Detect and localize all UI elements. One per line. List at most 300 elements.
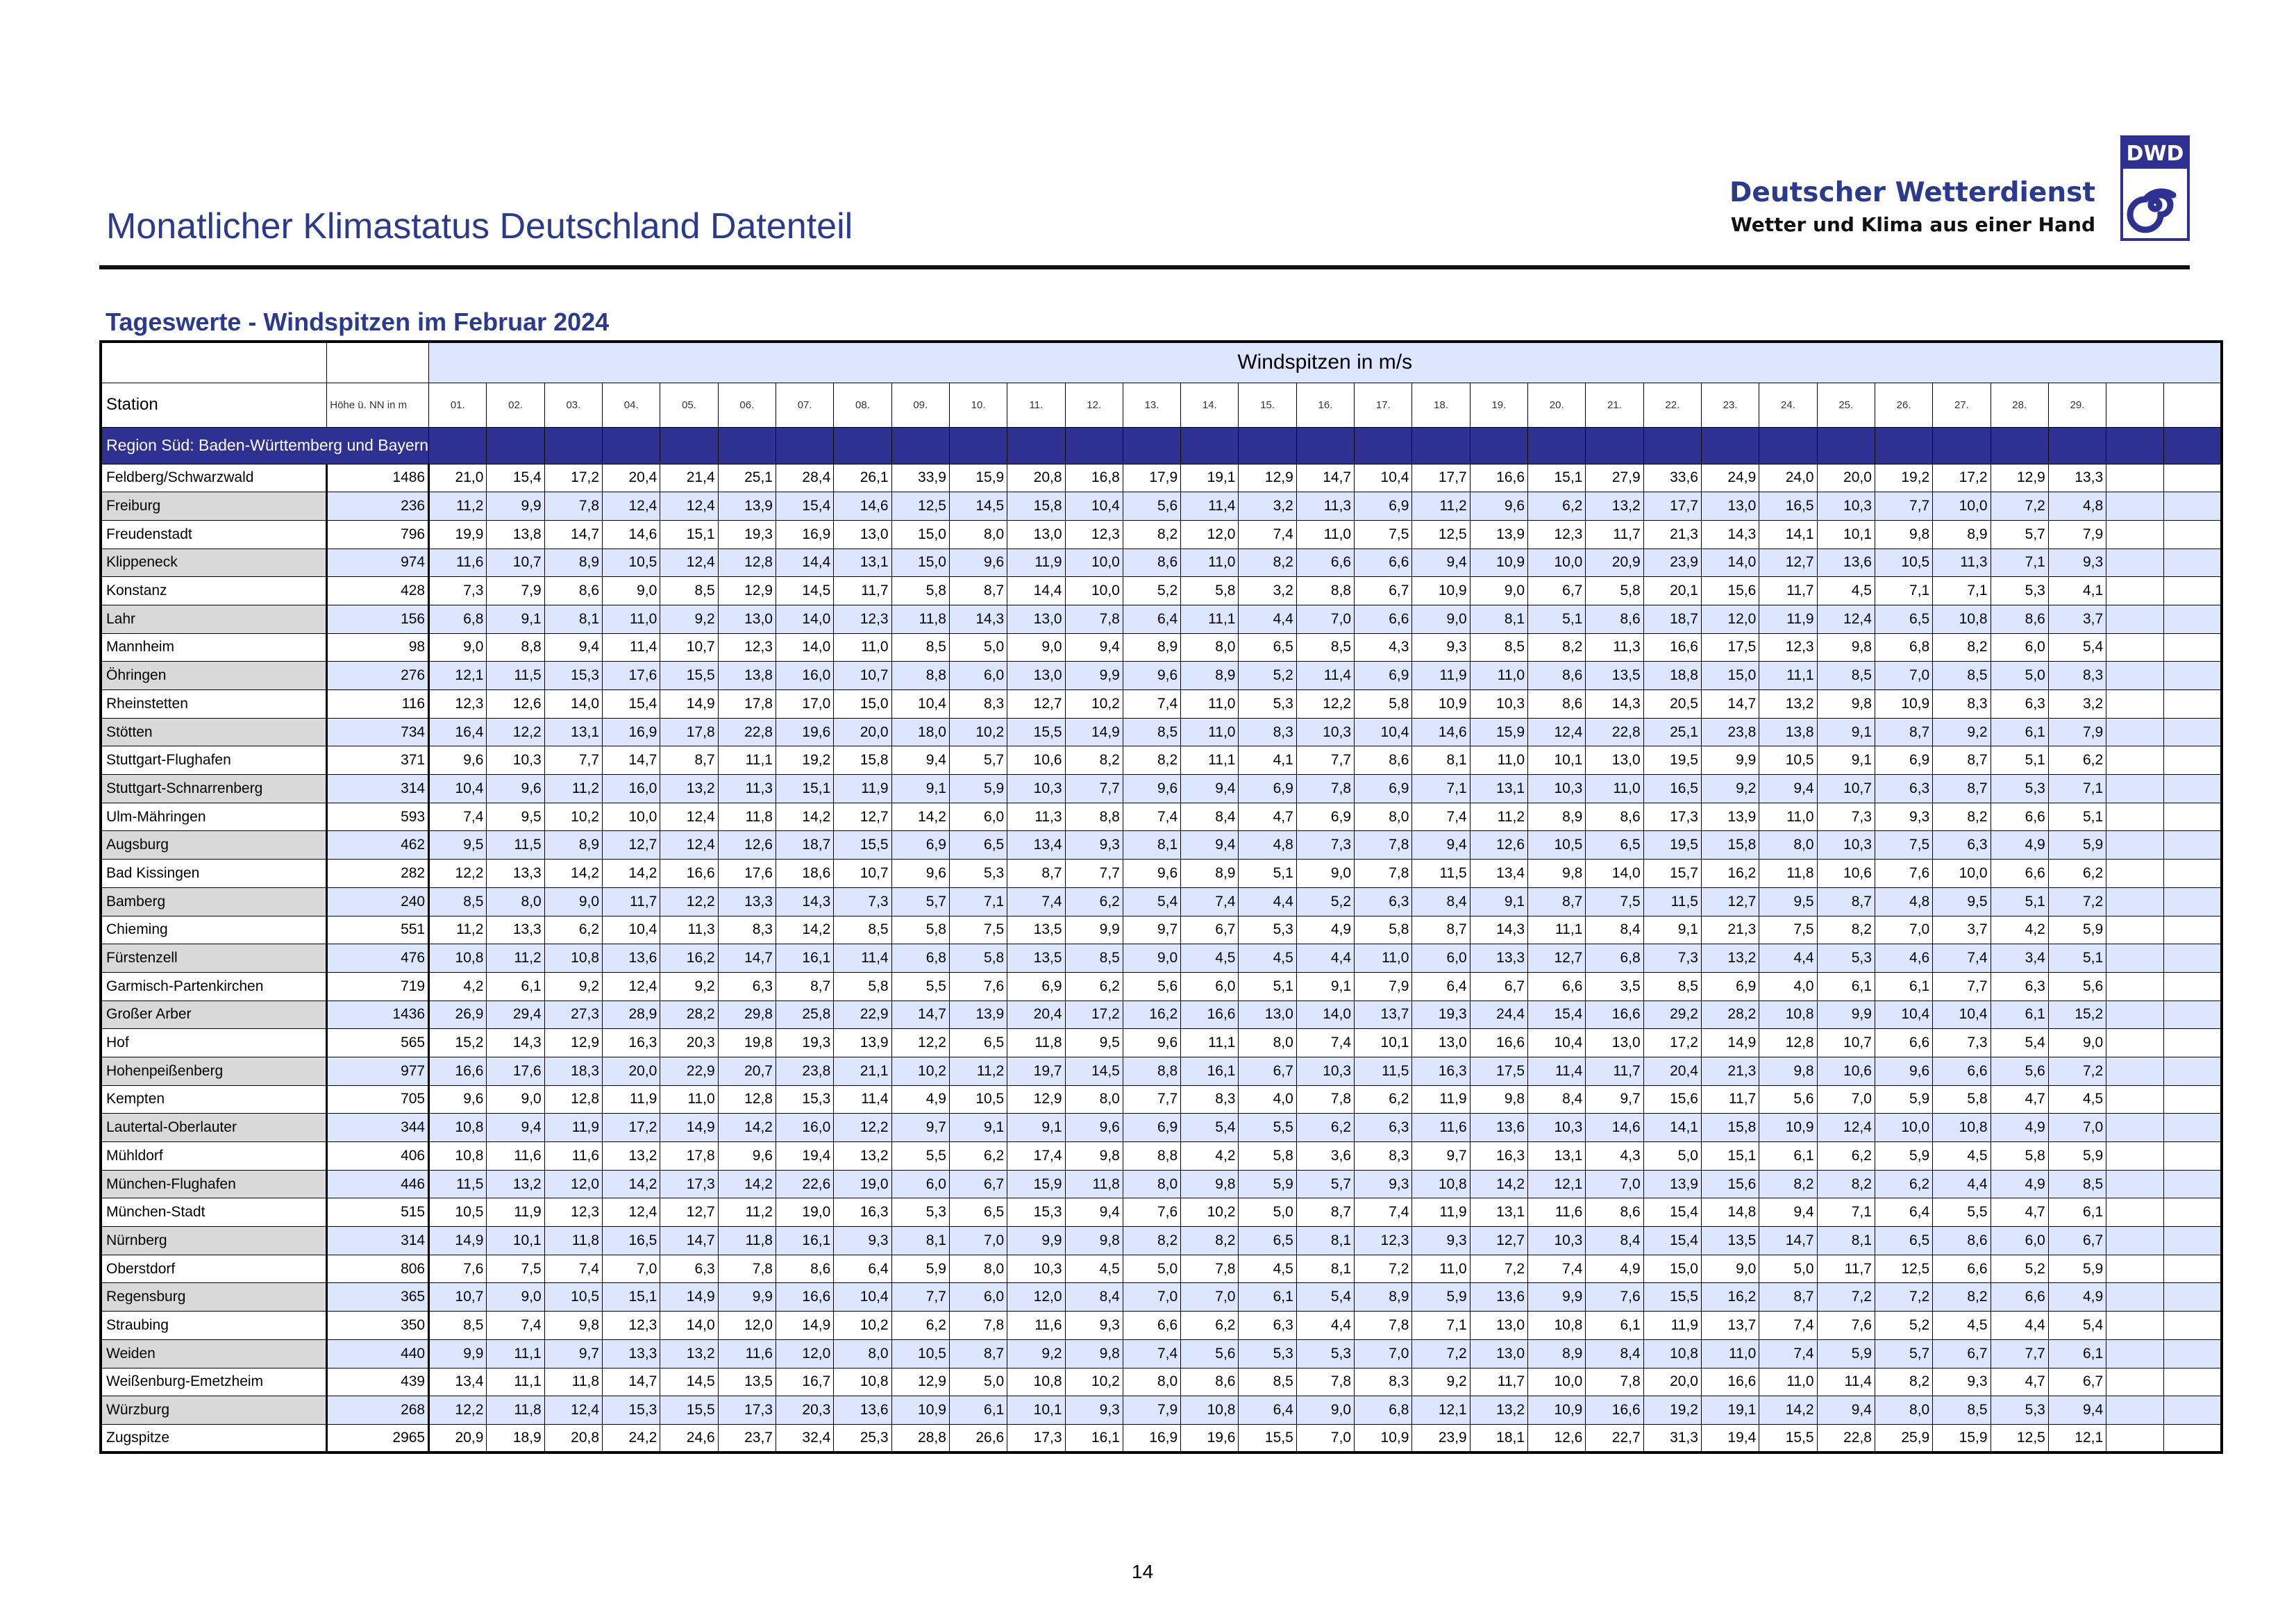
wind-value: 11,0 bbox=[1470, 662, 1527, 690]
wind-value: 12,1 bbox=[429, 662, 487, 690]
wind-value: 13,0 bbox=[718, 605, 776, 633]
wind-value: 19,4 bbox=[1701, 1424, 1759, 1453]
wind-value: 7,1 bbox=[2048, 775, 2106, 803]
wind-value: 20,0 bbox=[834, 718, 891, 746]
wind-value: 13,9 bbox=[949, 1001, 1007, 1029]
station-height: 439 bbox=[327, 1368, 429, 1396]
day-header: 17. bbox=[1355, 383, 1412, 427]
wind-value: 14,2 bbox=[891, 803, 949, 831]
wind-value: 10,4 bbox=[1355, 464, 1412, 492]
wind-value: 6,5 bbox=[1875, 1227, 1932, 1255]
wind-value: 4,2 bbox=[1991, 916, 2048, 944]
wind-value: 14,7 bbox=[603, 1368, 660, 1396]
station-height: 236 bbox=[327, 492, 429, 521]
station-name: Stuttgart-Schnarrenberg bbox=[101, 775, 327, 803]
wind-value: 8,4 bbox=[1586, 916, 1643, 944]
wind-value: 9,0 bbox=[1296, 860, 1354, 888]
wind-value: 9,6 bbox=[949, 549, 1007, 577]
wind-value: 16,6 bbox=[1470, 464, 1527, 492]
wind-value: 21,0 bbox=[429, 464, 487, 492]
wind-value: 12,8 bbox=[718, 1085, 776, 1114]
station-name: Weiden bbox=[101, 1339, 327, 1368]
wind-value: 6,8 bbox=[1586, 944, 1643, 973]
wind-value: 10,2 bbox=[891, 1057, 949, 1085]
wind-value: 8,7 bbox=[1933, 746, 1991, 775]
wind-value: 7,4 bbox=[1528, 1255, 1586, 1283]
region-cell bbox=[1123, 427, 1180, 464]
day-header: 11. bbox=[1007, 383, 1065, 427]
day-header: 10. bbox=[949, 383, 1007, 427]
region-cell bbox=[891, 427, 949, 464]
wind-value: 7,3 bbox=[834, 887, 891, 916]
column-header-row bbox=[101, 383, 2222, 427]
wind-value: 16,6 bbox=[1701, 1368, 1759, 1396]
empty-cell bbox=[2106, 1198, 2164, 1227]
wind-value: 4,9 bbox=[1991, 1114, 2048, 1142]
wind-value: 11,1 bbox=[1528, 916, 1586, 944]
empty-cell bbox=[2106, 605, 2164, 633]
wind-value: 4,0 bbox=[1239, 1085, 1296, 1114]
wind-value: 8,1 bbox=[1296, 1255, 1354, 1283]
dwd-logo-icon bbox=[2120, 135, 2190, 241]
wind-value: 15,0 bbox=[891, 549, 949, 577]
table-row bbox=[101, 1227, 2222, 1255]
wind-value: 15,1 bbox=[603, 1283, 660, 1312]
wind-value: 9,4 bbox=[891, 746, 949, 775]
wind-value: 11,8 bbox=[1759, 860, 1817, 888]
wind-value: 15,0 bbox=[891, 520, 949, 549]
table-row bbox=[101, 1368, 2222, 1396]
wind-value: 13,2 bbox=[1586, 492, 1643, 521]
wind-value: 6,2 bbox=[1817, 1142, 1875, 1171]
wind-value: 7,8 bbox=[1065, 605, 1123, 633]
wind-value: 8,3 bbox=[1355, 1142, 1412, 1171]
wind-value: 7,7 bbox=[1123, 1085, 1180, 1114]
wind-value: 13,7 bbox=[1701, 1312, 1759, 1340]
station-name: Freudenstadt bbox=[101, 520, 327, 549]
wind-value: 7,3 bbox=[1296, 831, 1354, 860]
wind-value: 11,6 bbox=[544, 1142, 602, 1171]
station-height: 240 bbox=[327, 887, 429, 916]
wind-value: 27,3 bbox=[544, 1001, 602, 1029]
station-name: Nürnberg bbox=[101, 1227, 327, 1255]
wind-value: 8,6 bbox=[1586, 1198, 1643, 1227]
wind-value: 8,4 bbox=[1586, 1227, 1643, 1255]
wind-value: 16,7 bbox=[776, 1368, 833, 1396]
wind-value: 9,9 bbox=[1701, 746, 1759, 775]
station-height: 365 bbox=[327, 1283, 429, 1312]
empty-cell bbox=[2164, 1198, 2222, 1227]
wind-value: 11,1 bbox=[718, 746, 776, 775]
wind-value: 7,4 bbox=[429, 803, 487, 831]
wind-value: 5,1 bbox=[1239, 972, 1296, 1001]
wind-value: 8,3 bbox=[949, 690, 1007, 719]
wind-value: 12,2 bbox=[660, 887, 718, 916]
wind-value: 12,2 bbox=[834, 1114, 891, 1142]
wind-value: 12,0 bbox=[1007, 1283, 1065, 1312]
wind-value: 7,2 bbox=[2048, 887, 2106, 916]
wind-value: 9,6 bbox=[1123, 1029, 1180, 1057]
day-header: 06. bbox=[718, 383, 776, 427]
wind-value: 11,5 bbox=[429, 1170, 487, 1198]
empty-cell bbox=[2106, 549, 2164, 577]
wind-value: 16,5 bbox=[1643, 775, 1701, 803]
wind-value: 15,4 bbox=[603, 690, 660, 719]
wind-value: 9,9 bbox=[1065, 662, 1123, 690]
wind-value: 15,5 bbox=[660, 662, 718, 690]
wind-value: 9,2 bbox=[1933, 718, 1991, 746]
wind-value: 11,3 bbox=[1586, 633, 1643, 662]
wind-value: 5,9 bbox=[891, 1255, 949, 1283]
wind-value: 15,1 bbox=[660, 520, 718, 549]
wind-value: 9,6 bbox=[891, 860, 949, 888]
wind-value: 10,0 bbox=[1933, 492, 1991, 521]
brand-name: Deutscher Wetterdienst bbox=[1729, 177, 2095, 208]
wind-value: 12,4 bbox=[1817, 1114, 1875, 1142]
station-height: 282 bbox=[327, 860, 429, 888]
wind-value: 6,9 bbox=[1296, 803, 1354, 831]
station-height: 551 bbox=[327, 916, 429, 944]
empty-cell bbox=[2164, 1142, 2222, 1171]
wind-value: 10,8 bbox=[1933, 605, 1991, 633]
wind-value: 14,6 bbox=[1586, 1114, 1643, 1142]
wind-value: 12,4 bbox=[1528, 718, 1586, 746]
wind-value: 20,4 bbox=[1007, 1001, 1065, 1029]
wind-value: 11,9 bbox=[1412, 1085, 1470, 1114]
station-height: 977 bbox=[327, 1057, 429, 1085]
empty-cell bbox=[2164, 718, 2222, 746]
station-name: Würzburg bbox=[101, 1396, 327, 1425]
wind-value: 11,0 bbox=[1355, 944, 1412, 973]
region-cell bbox=[1065, 427, 1123, 464]
table-row bbox=[101, 1001, 2222, 1029]
wind-value: 6,2 bbox=[2048, 860, 2106, 888]
region-cell bbox=[544, 427, 602, 464]
wind-value: 6,6 bbox=[1355, 549, 1412, 577]
wind-value: 23,9 bbox=[1643, 549, 1701, 577]
wind-value: 9,3 bbox=[1065, 1312, 1123, 1340]
wind-value: 10,8 bbox=[1007, 1368, 1065, 1396]
wind-value: 9,0 bbox=[1007, 633, 1065, 662]
wind-value: 11,0 bbox=[660, 1085, 718, 1114]
wind-value: 11,0 bbox=[603, 605, 660, 633]
empty-cell bbox=[2164, 492, 2222, 521]
station-height: 806 bbox=[327, 1255, 429, 1283]
wind-value: 7,8 bbox=[1355, 1312, 1412, 1340]
wind-value: 10,5 bbox=[544, 1283, 602, 1312]
wind-value: 7,0 bbox=[1875, 916, 1932, 944]
wind-value: 6,5 bbox=[1239, 633, 1296, 662]
wind-value: 12,5 bbox=[1875, 1255, 1932, 1283]
section-title: Tageswerte - Windspitzen im Februar 2024 bbox=[106, 308, 610, 336]
wind-value: 10,9 bbox=[891, 1396, 949, 1425]
wind-value: 7,8 bbox=[949, 1312, 1007, 1340]
empty-cell bbox=[2106, 718, 2164, 746]
wind-value: 9,6 bbox=[1470, 492, 1527, 521]
wind-value: 5,3 bbox=[891, 1198, 949, 1227]
wind-value: 32,4 bbox=[776, 1424, 833, 1453]
wind-value: 16,6 bbox=[1643, 633, 1701, 662]
wind-value: 7,0 bbox=[1296, 605, 1354, 633]
wind-value: 10,0 bbox=[1065, 549, 1123, 577]
station-name: Zugspitze bbox=[101, 1424, 327, 1453]
wind-value: 16,2 bbox=[1701, 1283, 1759, 1312]
wind-value: 12,6 bbox=[1528, 1424, 1586, 1453]
wind-value: 7,9 bbox=[2048, 718, 2106, 746]
wind-value: 7,2 bbox=[1991, 492, 2048, 521]
empty-cell bbox=[2164, 1255, 2222, 1283]
wind-value: 10,2 bbox=[1065, 690, 1123, 719]
table-row bbox=[101, 1142, 2222, 1171]
wind-value: 9,8 bbox=[1817, 633, 1875, 662]
wind-value: 11,3 bbox=[1007, 803, 1065, 831]
wind-value: 9,1 bbox=[1007, 1114, 1065, 1142]
wind-value: 12,7 bbox=[660, 1198, 718, 1227]
wind-value: 5,9 bbox=[949, 775, 1007, 803]
wind-value: 9,0 bbox=[1123, 944, 1180, 973]
wind-value: 10,8 bbox=[1759, 1001, 1817, 1029]
station-height: 515 bbox=[327, 1198, 429, 1227]
region-cell bbox=[949, 427, 1007, 464]
wind-value: 9,5 bbox=[487, 803, 544, 831]
table-row bbox=[101, 1255, 2222, 1283]
empty-cell bbox=[2164, 662, 2222, 690]
wind-value: 12,3 bbox=[544, 1198, 602, 1227]
wind-value: 9,5 bbox=[1759, 887, 1817, 916]
wind-value: 15,6 bbox=[1701, 577, 1759, 605]
wind-value: 15,4 bbox=[1643, 1227, 1701, 1255]
wind-value: 12,9 bbox=[891, 1368, 949, 1396]
wind-value: 9,8 bbox=[1759, 1057, 1817, 1085]
empty-cell bbox=[2164, 746, 2222, 775]
day-header: 05. bbox=[660, 383, 718, 427]
wind-value: 11,3 bbox=[718, 775, 776, 803]
wind-value: 13,4 bbox=[1470, 860, 1527, 888]
wind-value: 4,6 bbox=[1875, 944, 1932, 973]
wind-value: 8,0 bbox=[1123, 1368, 1180, 1396]
wind-value: 26,9 bbox=[429, 1001, 487, 1029]
wind-peaks-table bbox=[99, 340, 2223, 1454]
wind-value: 14,3 bbox=[1586, 690, 1643, 719]
wind-value: 6,6 bbox=[1528, 972, 1586, 1001]
table-row bbox=[101, 520, 2222, 549]
wind-value: 24,9 bbox=[1701, 464, 1759, 492]
wind-value: 8,7 bbox=[949, 577, 1007, 605]
wind-value: 20,8 bbox=[1007, 464, 1065, 492]
wind-value: 19,6 bbox=[776, 718, 833, 746]
wind-value: 5,0 bbox=[1643, 1142, 1701, 1171]
wind-value: 11,1 bbox=[1759, 662, 1817, 690]
wind-value: 21,3 bbox=[1643, 520, 1701, 549]
wind-value: 10,3 bbox=[1528, 1114, 1586, 1142]
station-name: Lahr bbox=[101, 605, 327, 633]
region-label: Region Süd: Baden-Württemberg und Bayern bbox=[101, 427, 429, 464]
wind-value: 8,3 bbox=[2048, 662, 2106, 690]
wind-value: 5,1 bbox=[2048, 803, 2106, 831]
wind-value: 15,5 bbox=[1007, 718, 1065, 746]
wind-value: 9,0 bbox=[2048, 1029, 2106, 1057]
wind-value: 10,0 bbox=[603, 803, 660, 831]
wind-value: 5,3 bbox=[1239, 690, 1296, 719]
wind-value: 11,8 bbox=[544, 1368, 602, 1396]
wind-value: 6,2 bbox=[1065, 972, 1123, 1001]
wind-value: 8,0 bbox=[487, 887, 544, 916]
wind-value: 10,0 bbox=[1933, 860, 1991, 888]
empty-cell bbox=[2106, 746, 2164, 775]
wind-value: 7,1 bbox=[1875, 577, 1932, 605]
wind-value: 7,0 bbox=[1817, 1085, 1875, 1114]
wind-value: 5,1 bbox=[1239, 860, 1296, 888]
wind-value: 5,4 bbox=[1181, 1114, 1239, 1142]
wind-value: 12,3 bbox=[429, 690, 487, 719]
wind-value: 18,7 bbox=[776, 831, 833, 860]
wind-value: 9,0 bbox=[1701, 1255, 1759, 1283]
wind-value: 17,8 bbox=[660, 718, 718, 746]
wind-value: 8,0 bbox=[1875, 1396, 1932, 1425]
wind-value: 16,9 bbox=[603, 718, 660, 746]
wind-value: 10,3 bbox=[1817, 831, 1875, 860]
wind-value: 14,6 bbox=[1412, 718, 1470, 746]
wind-value: 6,4 bbox=[1123, 605, 1180, 633]
wind-value: 14,9 bbox=[660, 1114, 718, 1142]
wind-value: 21,3 bbox=[1701, 1057, 1759, 1085]
wind-value: 9,9 bbox=[1528, 1283, 1586, 1312]
wind-value: 12,9 bbox=[718, 577, 776, 605]
wind-value: 20,3 bbox=[776, 1396, 833, 1425]
station-height: 428 bbox=[327, 577, 429, 605]
wind-value: 10,3 bbox=[1007, 775, 1065, 803]
wind-value: 5,3 bbox=[949, 860, 1007, 888]
wind-value: 8,3 bbox=[1933, 690, 1991, 719]
wind-value: 11,4 bbox=[834, 944, 891, 973]
wind-value: 12,9 bbox=[1239, 464, 1296, 492]
wind-value: 6,9 bbox=[1123, 1114, 1180, 1142]
wind-value: 9,4 bbox=[1412, 831, 1470, 860]
wind-value: 6,6 bbox=[1991, 860, 2048, 888]
wind-value: 9,0 bbox=[429, 633, 487, 662]
wind-value: 6,3 bbox=[1933, 831, 1991, 860]
wind-value: 19,6 bbox=[1181, 1424, 1239, 1453]
wind-value: 15,3 bbox=[544, 662, 602, 690]
wind-value: 13,1 bbox=[1470, 775, 1527, 803]
wind-value: 12,5 bbox=[1412, 520, 1470, 549]
station-name: Großer Arber bbox=[101, 1001, 327, 1029]
wind-value: 12,7 bbox=[603, 831, 660, 860]
wind-value: 7,0 bbox=[2048, 1114, 2106, 1142]
wind-value: 16,5 bbox=[603, 1227, 660, 1255]
wind-value: 11,6 bbox=[718, 1339, 776, 1368]
wind-value: 5,9 bbox=[2048, 1255, 2106, 1283]
wind-value: 13,2 bbox=[660, 775, 718, 803]
wind-value: 5,3 bbox=[1239, 916, 1296, 944]
table-row bbox=[101, 775, 2222, 803]
wind-value: 8,2 bbox=[1123, 1227, 1180, 1255]
wind-value: 10,7 bbox=[487, 549, 544, 577]
wind-value: 11,8 bbox=[1065, 1170, 1123, 1198]
wind-value: 6,2 bbox=[949, 1142, 1007, 1171]
wind-value: 10,4 bbox=[1875, 1001, 1932, 1029]
wind-value: 15,7 bbox=[1643, 860, 1701, 888]
wind-value: 11,0 bbox=[1181, 718, 1239, 746]
wind-value: 8,2 bbox=[1933, 1283, 1991, 1312]
wind-value: 11,0 bbox=[1470, 746, 1527, 775]
wind-value: 11,0 bbox=[1759, 803, 1817, 831]
day-header: 26. bbox=[1875, 383, 1932, 427]
wind-value: 7,1 bbox=[1991, 549, 2048, 577]
wind-value: 12,6 bbox=[718, 831, 776, 860]
wind-value: 19,1 bbox=[1701, 1396, 1759, 1425]
wind-value: 19,9 bbox=[429, 520, 487, 549]
wind-value: 17,5 bbox=[1470, 1057, 1527, 1085]
wind-value: 10,8 bbox=[1643, 1339, 1701, 1368]
wind-value: 4,1 bbox=[2048, 577, 2106, 605]
wind-value: 12,7 bbox=[834, 803, 891, 831]
wind-value: 6,2 bbox=[2048, 746, 2106, 775]
wind-value: 8,5 bbox=[1296, 633, 1354, 662]
station-name: Augsburg bbox=[101, 831, 327, 860]
day-header: 14. bbox=[1181, 383, 1239, 427]
wind-value: 6,7 bbox=[1239, 1057, 1296, 1085]
wind-value: 9,0 bbox=[603, 577, 660, 605]
wind-value: 15,5 bbox=[1239, 1424, 1296, 1453]
wind-value: 4,5 bbox=[1933, 1312, 1991, 1340]
table-row bbox=[101, 690, 2222, 719]
group-header-row bbox=[101, 342, 2222, 383]
wind-value: 14,1 bbox=[1643, 1114, 1701, 1142]
wind-value: 9,4 bbox=[2048, 1396, 2106, 1425]
wind-value: 11,2 bbox=[949, 1057, 1007, 1085]
wind-value: 12,0 bbox=[1181, 520, 1239, 549]
wind-value: 10,4 bbox=[891, 690, 949, 719]
wind-value: 15,8 bbox=[1701, 1114, 1759, 1142]
station-height: 476 bbox=[327, 944, 429, 973]
wind-value: 13,9 bbox=[834, 1029, 891, 1057]
wind-value: 12,4 bbox=[660, 803, 718, 831]
wind-value: 10,6 bbox=[1817, 1057, 1875, 1085]
day-header: 18. bbox=[1412, 383, 1470, 427]
wind-value: 15,3 bbox=[603, 1396, 660, 1425]
wind-value: 13,8 bbox=[1759, 718, 1817, 746]
wind-value: 7,6 bbox=[1817, 1312, 1875, 1340]
wind-value: 11,9 bbox=[1412, 1198, 1470, 1227]
wind-value: 7,1 bbox=[1412, 1312, 1470, 1340]
wind-value: 24,6 bbox=[660, 1424, 718, 1453]
wind-value: 17,5 bbox=[1701, 633, 1759, 662]
station-name: Öhringen bbox=[101, 662, 327, 690]
wind-value: 5,9 bbox=[1412, 1283, 1470, 1312]
wind-value: 9,4 bbox=[1065, 1198, 1123, 1227]
wind-value: 5,0 bbox=[949, 1368, 1007, 1396]
wind-value: 10,8 bbox=[544, 944, 602, 973]
wind-value: 8,6 bbox=[1181, 1368, 1239, 1396]
wind-value: 29,8 bbox=[718, 1001, 776, 1029]
wind-value: 10,7 bbox=[429, 1283, 487, 1312]
wind-value: 10,8 bbox=[1933, 1114, 1991, 1142]
wind-value: 13,0 bbox=[1007, 605, 1065, 633]
wind-value: 10,0 bbox=[1528, 549, 1586, 577]
wind-value: 19,5 bbox=[1643, 746, 1701, 775]
day-header bbox=[2106, 383, 2164, 427]
wind-value: 8,7 bbox=[1817, 887, 1875, 916]
wind-value: 7,2 bbox=[1470, 1255, 1527, 1283]
wind-value: 8,2 bbox=[1239, 549, 1296, 577]
wind-value: 6,6 bbox=[1991, 803, 2048, 831]
wind-value: 18,0 bbox=[891, 718, 949, 746]
wind-value: 9,6 bbox=[1123, 860, 1180, 888]
wind-value: 11,4 bbox=[1296, 662, 1354, 690]
wind-value: 8,7 bbox=[1412, 916, 1470, 944]
wind-value: 5,8 bbox=[1239, 1142, 1296, 1171]
